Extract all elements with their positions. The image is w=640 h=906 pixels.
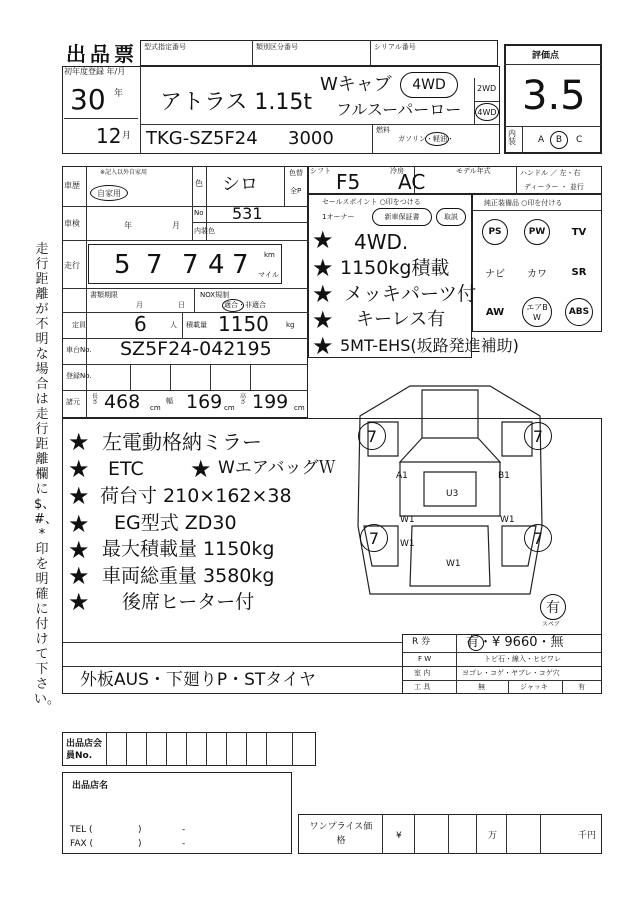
spare-tire-value: 有 [546, 600, 560, 616]
warranty-circle [372, 208, 432, 226]
height-label: 高さ [240, 393, 247, 406]
2wd-option: 2WD [477, 84, 497, 93]
side-note: 走行距離が不明な場合は走行距離欄に$、#、*印を明確に付けて下さい。 [34, 242, 61, 707]
note-6: 最大積載量 1150kg [102, 538, 275, 560]
sales-point-label: セールスポイント ○印をつける [322, 198, 421, 206]
recycle-label: R 券 [412, 637, 431, 647]
star-icon: ★ [312, 226, 334, 254]
sales-point-4: キーレス有 [356, 309, 446, 330]
fax-label: FAX ( [70, 839, 94, 849]
one-price-label: ワンプライス価格 [309, 822, 373, 846]
interior-color-label: 内装色 [194, 227, 215, 235]
note-4: 荷台寸 210×162×38 [100, 485, 292, 507]
chassis-value: SZ5F24-042195 [120, 338, 272, 360]
manual-label: 取説 [444, 213, 458, 221]
tire-front-right [524, 422, 552, 450]
shift-label: シフト [310, 167, 331, 175]
sales-point-5: 5MT-EHS(坂路発進補助) [340, 336, 519, 355]
damage-mark-b1: B1 [498, 471, 510, 481]
interior-grade-label: 内装 [508, 129, 516, 146]
equip-ps-circle [482, 219, 508, 245]
star-icon: ★ [68, 455, 90, 483]
mileage-label: 走行 [64, 261, 80, 270]
equip-pw [516, 212, 558, 252]
fw-label: F W [418, 655, 432, 663]
star-icon: ★ [68, 536, 90, 564]
nox-value: 適合・非適合 [224, 301, 266, 309]
score-value: 3.5 [522, 73, 586, 119]
tire-rear-left-value: 7 [368, 528, 380, 548]
chassis-label: 車台No. [66, 346, 92, 354]
equip-ps-label: PS [488, 227, 502, 237]
note-3: WエアバッグＷ [218, 458, 336, 478]
star-icon: ★ [312, 306, 334, 334]
damage-mark-w1-a: W1 [400, 515, 415, 525]
one-owner-label: 1オーナー [322, 213, 355, 221]
interior-grade-b-circle [550, 131, 568, 149]
star-icon: ★ [68, 510, 90, 538]
tools-yes: 有 [578, 683, 585, 691]
height-value: 199 [252, 391, 289, 413]
spare-tire-circle [540, 594, 566, 620]
note-5: EG型式 ZD30 [114, 512, 237, 534]
height-unit: cm [294, 404, 305, 412]
room-label: 室 内 [414, 669, 431, 677]
width-label: 幅 [166, 397, 173, 405]
color-label: 色 [195, 179, 203, 188]
sen-label: 千円 [578, 831, 597, 841]
note-1: 左電動格納ミラー [102, 430, 262, 454]
mileage-digit-4: 4 [208, 250, 225, 280]
tire-front-left [358, 422, 386, 450]
private-use-value: 自家用 [97, 188, 121, 198]
registration-no-label: 登録No. [66, 372, 92, 380]
equip-sr: SR [571, 266, 587, 278]
drive-4wd-circle [400, 72, 458, 98]
sales-point-1: 4WD. [354, 230, 409, 254]
equip-pw-circle [524, 219, 550, 245]
damage-mark-a1: A1 [396, 471, 408, 481]
nox-compliant-circle [222, 299, 244, 312]
load-value: 1150 [218, 312, 269, 336]
load-unit: kg [286, 321, 295, 329]
damage-mark-w1-c: W1 [400, 539, 415, 549]
damage-mark-w1-b: W1 [500, 515, 515, 525]
capacity-label: 定員 [72, 321, 86, 329]
handle-label: ハンドル ／ 左・右 [520, 169, 581, 177]
man-label: 万 [488, 831, 498, 841]
length-label: 長さ [92, 393, 99, 406]
equip-aw: AW [485, 306, 505, 318]
equip-navi: ナビ [485, 268, 505, 280]
form-title: 出品票 [66, 42, 138, 66]
nox-label: NOX規制 [200, 291, 230, 299]
4wd-option-circle [475, 103, 499, 121]
equip-airbag-circle [522, 297, 552, 327]
fax-dash: - [182, 839, 186, 849]
docs-deadline-label: 書類期限 [90, 291, 118, 299]
model-year-label: モデル年式 [456, 167, 491, 175]
star-icon: ★ [312, 280, 334, 308]
warranty-label: 新車保証書 [384, 213, 420, 221]
shift-value: F5 [336, 170, 361, 194]
km-unit: km [264, 251, 275, 259]
yen-label: ¥ [396, 831, 402, 841]
fw-value: トビ石・線入・ヒビワレ [484, 655, 561, 663]
first-registration-label: 初年度登録 年/月 [64, 67, 126, 76]
mileage-digit-1: 5 [114, 250, 131, 280]
fuel-label: 燃料 [376, 126, 390, 134]
room-value: ヨゴレ・コゲ・ヤブレ・コゲ穴 [462, 669, 560, 677]
drive-4wd-value: 4WD [412, 77, 446, 93]
load-label: 積載量 [186, 321, 207, 329]
tel-label: TEL ( [70, 825, 93, 835]
star-icon: ★ [68, 482, 90, 510]
displacement: 3000 [288, 128, 334, 149]
color-no-value: 531 [232, 204, 263, 223]
color-value: シロ [222, 174, 258, 195]
docs-day-unit: 日 [178, 301, 185, 309]
cab-type: Wキャブ [320, 74, 392, 95]
equip-ps [474, 212, 516, 252]
length-value: 468 [104, 391, 141, 413]
history-label: 車歴 [64, 181, 80, 190]
ac-value: AC [398, 170, 426, 194]
tire-rear-right [524, 524, 552, 552]
note-7: 車両総重量 3580kg [102, 565, 275, 587]
docs-month-unit: 月 [136, 301, 143, 309]
inspection-year-unit: 年 [124, 221, 132, 230]
star-icon: ★ [190, 455, 212, 483]
star-icon: ★ [68, 562, 90, 590]
equip-abs-circle [565, 298, 593, 326]
color-no-label: No [194, 209, 204, 217]
shop-name-label: 出品店名 [72, 781, 109, 791]
member-no-label: 出品店会員No. [66, 739, 103, 761]
car-name: アトラス 1.15t [160, 90, 312, 115]
color-change-label: 色替 [289, 169, 303, 177]
score-label: 評価点 [532, 51, 560, 61]
fax-close: ) [138, 839, 142, 849]
inspection-month-unit: 月 [172, 221, 180, 230]
ac-label: 冷房 [390, 167, 404, 175]
registration-month: 12 [96, 124, 122, 148]
inspection-label: 車検 [64, 219, 80, 228]
tire-rear-left [360, 524, 388, 552]
tel-close: ) [138, 825, 142, 835]
sales-point-2: 1150kg積載 [340, 257, 450, 279]
recycle-yes-circle [468, 635, 484, 651]
fuel-diesel-circle [425, 132, 449, 146]
type-cert-label: 型式指定番号 [144, 43, 186, 51]
mile-unit: マイル [258, 271, 279, 279]
color-change-value: 全P [290, 187, 302, 195]
history-note: ※記入以外自家用 [100, 169, 148, 176]
sales-point-3: メッキパーツ付 [344, 283, 477, 305]
capacity-unit: 人 [170, 321, 177, 329]
length-unit: cm [150, 404, 161, 412]
equip-airbag-label: エアB [526, 303, 548, 312]
interior-grade-a: A [538, 135, 545, 145]
tools-label: 工 具 [414, 683, 431, 691]
equip-airbag [516, 292, 558, 332]
damage-mark-w1-d: W1 [446, 559, 461, 569]
4wd-option: 4WD [477, 107, 497, 117]
tools-none: 無 [478, 683, 485, 691]
mileage-digit-5: 7 [232, 250, 249, 280]
mileage-digit-2: 7 [146, 250, 163, 280]
equip-abs [558, 292, 600, 332]
damage-mark-u3: U3 [446, 489, 459, 499]
tire-rear-right-value: 7 [532, 528, 544, 548]
tel-dash: - [182, 825, 186, 835]
interior-grade-c: C [576, 135, 583, 145]
registration-year: 30 [70, 83, 106, 116]
mileage-digit-3: 7 [182, 250, 199, 280]
month-unit: 月 [122, 131, 132, 141]
recycle-value: 有・¥ 9660・無 [466, 635, 564, 650]
dims-label: 諸元 [66, 398, 80, 406]
note-8: 後席ヒーター付 [122, 591, 255, 613]
spare-label: スペア [542, 621, 561, 628]
fuel-options: ガソリン・軽油・ [398, 135, 454, 143]
equip-leather: カワ [527, 268, 547, 280]
category-number-label: 類別区分番号 [256, 43, 298, 51]
interior-grade-b: B [555, 135, 563, 145]
capacity-value: 6 [134, 312, 147, 336]
equip-abs-label: ABS [568, 307, 590, 317]
year-unit: 年 [114, 89, 124, 99]
equip-airbag-sub: W [533, 313, 541, 322]
width-unit: cm [224, 404, 235, 412]
equip-pw-label: PW [528, 227, 546, 237]
serial-number-label: シリアル番号 [374, 43, 416, 51]
tire-front-left-value: 7 [366, 426, 378, 446]
tools-jack: ジャッキ [520, 683, 548, 691]
star-icon: ★ [68, 588, 90, 616]
star-icon: ★ [312, 332, 334, 360]
equipment-label: 純正装備品 ○印を付ける [484, 199, 563, 207]
model-code: TKG-SZ5F24 [146, 128, 258, 149]
header-top-row [140, 40, 498, 66]
width-value: 169 [186, 391, 223, 413]
tire-front-right-value: 7 [532, 426, 544, 446]
star-icon: ★ [312, 254, 334, 282]
star-icon: ★ [68, 428, 90, 456]
note-9: 外板AUS・下廻りP・STタイヤ [80, 670, 316, 690]
body-type: フルスーパーロー [336, 100, 462, 119]
equip-tv: TV [571, 226, 587, 238]
private-use-circle [90, 185, 128, 201]
note-2: ETC [108, 458, 144, 480]
dealer-label: ディーラー ・ 並行 [524, 183, 584, 191]
manual-circle [436, 208, 466, 226]
